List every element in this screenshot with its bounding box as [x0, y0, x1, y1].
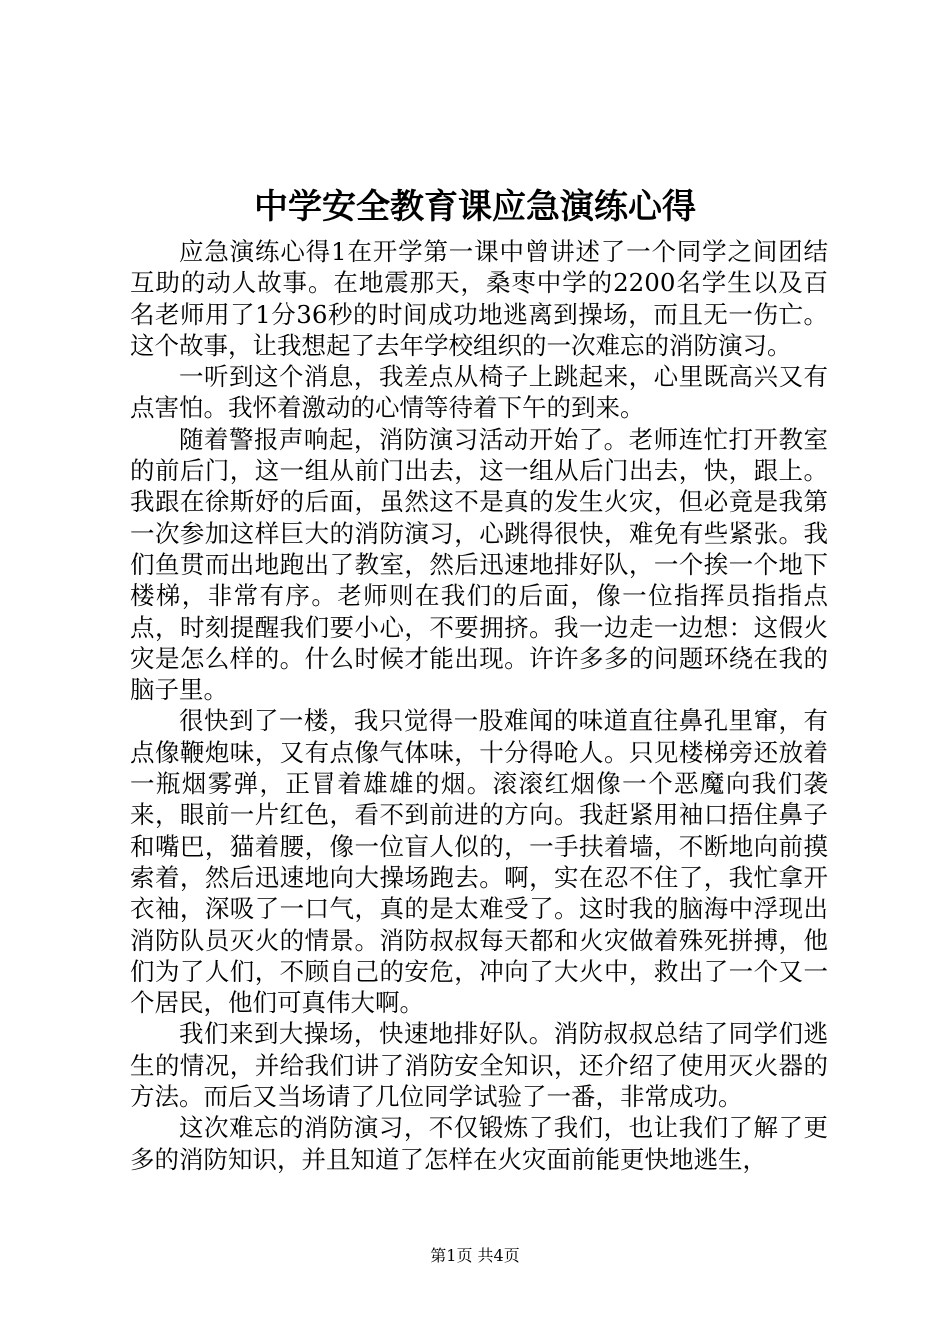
paragraph: 很快到了一楼，我只觉得一股难闻的味道直往鼻孔里窜，有点像鞭炮味，又有点像气体味，十分得呛人。只见楼梯旁还放着一瓶烟雾弹，正冒着雄雄的烟。滚滚红烟像一个恶魔向我们袭来，眼前一片红色，看不到前进的方向。我赶紧用袖口捂住鼻子和嘴巴，猫着腰，像一位盲人似的，一手扶着墙，不断地向前摸索着，然后迅速地向大操场跑去。啊，实在忍不住了，我忙拿开衣袖，深吸了一口气，真的是太难受了。这时我的脑海中浮现出消防队员灭火的情景。消防叔叔每天都和火灾做着殊死拼搏，他们为了人们，不顾自己的安危，冲向了大火中，救出了一个又一个居民，他们可真伟大啊。 [130, 706, 828, 1018]
paragraph: 应急演练心得1在开学第一课中曾讲述了一个同学之间团结互助的动人故事。在地震那天，桑枣中学的2200名学生以及百名老师用了1分36秒的时间成功地逃离到操场，而且无一伤亡。这个故事，让我想起了去年学校组织的一次难忘的消防演习。 [130, 237, 828, 360]
document-body [130, 236, 828, 1175]
paragraph: 这次难忘的消防演习，不仅锻炼了我们，也让我们了解了更多的消防知识，并且知道了怎样在火灾面前能更快地逃生， [130, 1113, 828, 1174]
document-title: 中学安全教育课应急演练心得 [254, 187, 696, 227]
page-number-footer: 第1页 共4页 [430, 1246, 520, 1265]
paragraph: 一听到这个消息，我差点从椅子上跳起来，心里既高兴又有点害怕。我怀着激动的心情等待着下午的到来。 [130, 362, 828, 423]
paragraph: 我们来到大操场，快速地排好队。消防叔叔总结了同学们逃生的情况，并给我们讲了消防安全知识，还介绍了使用灭火器的方法。而后又当场请了几位同学试验了一番，非常成功。 [130, 1019, 828, 1112]
paragraph: 随着警报声响起，消防演习活动开始了。老师连忙打开教室的前后门，这一组从前门出去，这一组从后门出去，快，跟上。我跟在徐斯妤的后面，虽然这不是真的发生火灾，但必竟是我第一次参加这样巨大的消防演习，心跳得很快，难免有些紧张。我们鱼贯而出地跑出了教室，然后迅速地排好队，一个挨一个地下楼梯，非常有序。老师则在我们的后面，像一位指挥员指指点点，时刻提醒我们要小心，不要拥挤。我一边走一边想：这假火灾是怎么样的。什么时候才能出现。许许多多的问题环绕在我的脑子里。 [130, 424, 828, 705]
